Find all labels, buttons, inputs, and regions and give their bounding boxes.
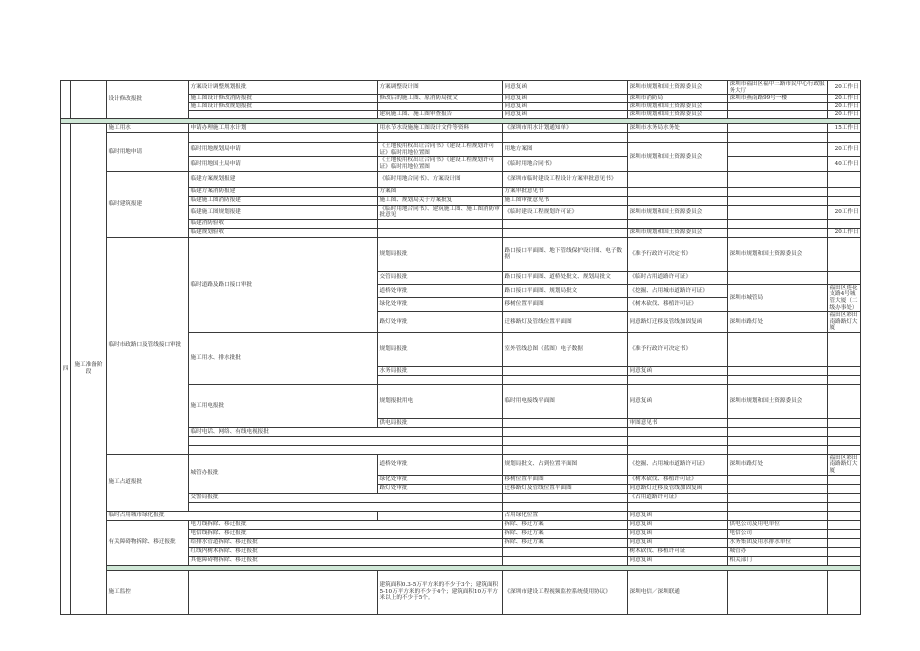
material-cell <box>378 219 503 228</box>
result-cell: 《深圳市建设工程视频监控系统使用协议》 <box>503 570 628 614</box>
material-cell <box>503 436 628 445</box>
result-cell: 《临时建设工程规划许可证》 <box>503 205 628 219</box>
dept-cell <box>728 445 828 454</box>
result-cell: 《占用道路许可证》 <box>628 493 728 502</box>
result-cell <box>503 228 628 237</box>
material-cell: 拆除、移迁方案 <box>503 538 628 547</box>
material-cell: 规划局批文、占到位置平面图 <box>503 454 628 475</box>
material-cell: 《临时用地合同书》、方案设计图 <box>378 171 503 187</box>
days-cell: 20工作日 <box>828 103 861 111</box>
result-cell <box>503 219 628 228</box>
place-cell: 福田区彩田南路路灯大厦 <box>828 312 861 333</box>
result-cell: 《挖掘、占用城市道路许可证》 <box>628 284 728 298</box>
place-cell <box>728 219 828 228</box>
category-label: 施工占道报批 <box>107 454 189 511</box>
dept-cell: 深圳市水务局水务处 <box>628 124 728 133</box>
place-cell <box>828 502 861 511</box>
place-cell: 福田区彩田南路路灯大厦 <box>828 454 861 475</box>
item-label: 临建施工图消防报建 <box>189 196 378 205</box>
place-cell <box>728 111 828 119</box>
item-label <box>189 502 503 511</box>
table-row <box>61 124 861 133</box>
table-row <box>61 81 861 95</box>
item-label <box>189 111 378 119</box>
material-cell: 《土地使用权出让合同书》《建设工程规划许可证》临时用地位置图 <box>378 143 503 157</box>
dept-cell <box>728 436 828 445</box>
place-cell <box>828 529 861 538</box>
dept-cell <box>628 196 728 205</box>
days-cell: 20工作日 <box>828 205 861 219</box>
days-cell: 20工作日 <box>828 95 861 103</box>
result-cell: 同意复函 <box>628 520 728 529</box>
material-cell: 拆除、移迁方案 <box>503 529 628 538</box>
result-cell: 《深圳市临时建设工程设计方案审批意见书》 <box>503 171 628 187</box>
dept-cell: 水务集团及用水排水单位 <box>728 538 828 547</box>
result-cell: 同意复函 <box>628 366 728 375</box>
result-cell: 用地方案图 <box>503 143 628 157</box>
place-cell <box>828 475 861 484</box>
dept-cell <box>628 219 728 228</box>
material-cell: 方案调整设计图 <box>378 81 503 95</box>
item-label: 红线内树木拆除、移迁报批 <box>189 547 503 556</box>
item-label <box>189 445 503 454</box>
table-row <box>61 520 861 529</box>
item-label: 交警局报批 <box>189 493 503 502</box>
result-cell: 同意复函 <box>628 384 728 418</box>
days-cell: 20工作日 <box>828 111 861 119</box>
result-cell: 同意复函 <box>503 103 628 111</box>
sub-item-label: 绿化处审批 <box>378 475 503 484</box>
item-label: 临时用地规划局申请 <box>189 143 378 157</box>
category-label: 有关障碍物拆除、移迁报批 <box>107 520 189 565</box>
material-cell: 《土地使用权出让合同书》《建设工程规划许可证》临时用地位置图 <box>378 157 503 171</box>
days-cell <box>828 171 861 187</box>
item-label <box>189 436 503 445</box>
dept-cell <box>728 427 828 436</box>
place-cell <box>828 332 861 366</box>
dept-cell: 深圳市规划和国土资源委员会 <box>628 81 728 95</box>
table-row <box>61 133 861 143</box>
place-cell <box>828 556 861 565</box>
place-cell <box>828 427 861 436</box>
material-cell <box>503 427 628 436</box>
material-cell <box>503 375 628 384</box>
table-row <box>61 454 861 475</box>
place-cell <box>828 484 861 493</box>
sub-item-label: 道桥处审批 <box>378 284 503 298</box>
dept-cell <box>728 418 828 427</box>
place-cell <box>828 445 861 454</box>
place-cell <box>728 143 828 157</box>
result-cell: 《树木砍伐、移植许可证》 <box>628 298 728 312</box>
material-cell <box>503 502 628 511</box>
sub-item-label: 路灯处审批 <box>378 312 503 333</box>
material-cell: 《临时用地合同书》、建筑施工图、施工图消防审批意见 <box>378 205 503 219</box>
days-cell: 20工作日 <box>828 228 861 237</box>
stage-name: 施工准备阶段 <box>71 124 107 614</box>
dept-cell: 深圳市规划和国土资源委员会 <box>628 143 728 171</box>
material-cell: 移树位置平面图 <box>503 298 628 312</box>
material-cell: 移树位置平面图 <box>503 475 628 484</box>
material-cell: 用水节水设施施工图设计文件等资料 <box>378 124 503 133</box>
result-cell: 《准予行政许可决定书》 <box>628 332 728 366</box>
material-cell: 方案图 <box>378 187 503 196</box>
item-label: 方案设计调整规划报批 <box>189 81 378 95</box>
result-cell <box>628 445 728 454</box>
result-cell: 同意复函 <box>503 81 628 95</box>
material-cell <box>503 547 628 556</box>
dept-cell: 相关部门 <box>728 556 828 565</box>
item-label: 临建规划验收 <box>189 228 378 237</box>
result-cell: 《树木砍伐、移植许可证》 <box>628 475 728 484</box>
category-label: 临时占用城市绿化报批 <box>107 511 378 520</box>
dept-cell: 深圳市路灯处 <box>728 312 828 333</box>
place-cell: 深圳市福田区福中三路市民中心行政服务大厅 <box>728 81 828 95</box>
dept-cell <box>728 366 828 375</box>
result-cell: 同意复函 <box>628 529 728 538</box>
result-cell: 《挖掘、占用城市道路许可证》 <box>628 454 728 475</box>
material-cell <box>503 445 628 454</box>
material-cell <box>378 103 503 111</box>
place-cell <box>828 237 861 271</box>
dept-cell: 城管办 <box>728 547 828 556</box>
place-cell <box>828 493 861 502</box>
sub-item-label: 道桥处审批 <box>378 454 503 475</box>
place-cell <box>728 124 828 133</box>
material-cell: 迁移路灯及管线位置平面图 <box>503 312 628 333</box>
dept-cell <box>628 171 728 187</box>
item-label: 临时用地国土局申请 <box>189 157 378 171</box>
sub-item-label: 规划局报批 <box>378 237 503 271</box>
item-label: 临时电话、网络、有线电视报批 <box>189 427 503 436</box>
item-label: 电力线拆除、移迁报批 <box>189 520 503 529</box>
item-label <box>189 133 378 143</box>
place-cell <box>728 228 828 237</box>
dept-cell: 深圳市规划和国土资源委员会 <box>628 111 728 119</box>
material-cell: 占用绿化位置 <box>503 511 628 520</box>
item-label: 其他障碍物拆除、移迁报批 <box>189 556 503 565</box>
material-cell: 拆除、移迁方案 <box>503 520 628 529</box>
dept-cell <box>728 332 828 366</box>
sub-item-label: 交管局报批 <box>378 271 503 284</box>
result-cell: 《临时用地合同书》 <box>503 157 628 171</box>
place-cell <box>728 171 828 187</box>
result-cell: 《准予行政许可决定书》 <box>628 237 728 271</box>
sub-item-label: 规划局报批 <box>378 332 503 366</box>
place-cell <box>828 375 861 384</box>
dept-cell: 深圳市规划和国土资源委员会 <box>628 205 728 219</box>
dept-cell: 深圳市消防局 <box>628 95 728 103</box>
result-cell <box>628 427 728 436</box>
category-label: 临时用地申请 <box>107 133 189 171</box>
item-label <box>378 511 503 520</box>
place-cell <box>828 538 861 547</box>
place-cell <box>828 511 861 520</box>
sub-item-label: 供电局报批 <box>378 418 503 427</box>
category-label: 临时建筑报建 <box>107 171 189 237</box>
dept-cell: 深圳市规划和国土资源委员会 <box>628 103 728 111</box>
item-label: 给排水管道拆除、移迁报批 <box>189 538 503 547</box>
days-cell <box>828 196 861 205</box>
item-label: 申请办理施工用水计划 <box>189 124 378 133</box>
item-label: 临建消防验收 <box>189 219 378 228</box>
item-label: 施工用电报批 <box>189 384 378 427</box>
dept-cell: 深圳市路灯处 <box>728 454 828 475</box>
days-cell <box>828 133 861 143</box>
dept-cell <box>728 493 828 502</box>
result-cell: 同意复函 <box>503 95 628 103</box>
result-cell: 同意复函 <box>503 111 628 119</box>
result-cell: 施工图审批意见书 <box>503 196 628 205</box>
material-cell: 迁移路灯及管线位置平面图 <box>503 484 628 493</box>
stage-name-cell <box>71 81 107 119</box>
dept-cell: 供电公司及用电单位 <box>728 520 828 529</box>
sub-item-label: 水务局报批 <box>378 366 503 375</box>
days-cell <box>828 219 861 228</box>
sub-item-label: 规划报批用电 <box>378 384 503 418</box>
item-label: 临建方案规划报建 <box>189 171 378 187</box>
days-cell: 20工作日 <box>828 81 861 95</box>
dept-cell: 深圳电信／深圳联通 <box>628 570 728 614</box>
dept-cell: 电信公司 <box>728 529 828 538</box>
days-cell <box>828 570 861 614</box>
sub-item-label: 绿化处审批 <box>378 298 503 312</box>
dept-cell <box>628 133 728 143</box>
place-cell <box>728 205 828 219</box>
approval-procedure-table <box>60 80 861 615</box>
result-cell: 同意复函 <box>628 511 728 520</box>
dept-cell: 深圳市规划和国土资源委员会 <box>628 228 728 237</box>
material-cell: 建筑施工图、施工图审查报告 <box>378 111 503 119</box>
place-cell <box>828 436 861 445</box>
place-cell: 深圳市燕南路99号一楼 <box>728 95 828 103</box>
result-cell <box>628 502 728 511</box>
place-cell <box>728 196 828 205</box>
place-cell <box>828 384 861 418</box>
place-cell <box>728 103 828 111</box>
result-cell: 同意复函 <box>628 538 728 547</box>
result-cell: 《临时占用道路许可证》 <box>628 271 728 284</box>
category-label: 施工监控 <box>107 570 189 614</box>
days-cell <box>828 187 861 196</box>
item-label: 临建方案消防报建 <box>189 187 378 196</box>
group-label: 临时道路及路口接口审批 <box>189 237 378 332</box>
material-cell: 路口接口平面图、道桥处批文、规划局批文 <box>503 271 628 284</box>
stage-cell <box>61 81 71 119</box>
place-cell <box>828 520 861 529</box>
dept-cell <box>728 271 828 284</box>
item-label: 电信线拆除、移迁报批 <box>189 529 503 538</box>
item-label: 临建施工图规划报建 <box>189 205 378 219</box>
place-cell <box>728 187 828 196</box>
material-cell <box>503 556 628 565</box>
place-cell <box>728 157 828 171</box>
table-row <box>61 237 861 271</box>
dept-cell <box>728 511 828 520</box>
place-cell <box>828 547 861 556</box>
result-cell: 方案审批意见书 <box>503 187 628 196</box>
material-cell: 室外管线总图（蓝图）电子数据 <box>503 332 628 366</box>
material-cell <box>378 133 503 143</box>
result-cell: 《深圳市用水计划通知单》 <box>503 124 628 133</box>
result-cell <box>503 133 628 143</box>
result-cell: 树木砍伐、移植许可证 <box>628 547 728 556</box>
place-cell <box>828 418 861 427</box>
material-cell: 路口接口平面图、地下管线保护设计图、电子数据 <box>503 237 628 271</box>
days-cell: 15工作日 <box>828 124 861 133</box>
dept-cell <box>628 187 728 196</box>
material-cell <box>503 493 628 502</box>
item-label: 施工图设计修改规划报批 <box>189 103 378 111</box>
result-cell: 同意复函 <box>628 556 728 565</box>
category-label: 临时市政路口及管线接口审批 <box>107 237 189 454</box>
dept-cell <box>728 475 828 484</box>
category-label: 施工用水 <box>107 124 189 133</box>
dept-cell: 深圳市规划和国土资源委员会 <box>728 237 828 271</box>
category-label: 设计修改报批 <box>107 81 189 119</box>
item-label: 施工用水、排水批批 <box>189 332 378 384</box>
days-cell: 40工作日 <box>828 157 861 171</box>
result-cell: 同意路灯迁移及管线加固复函 <box>628 312 728 333</box>
table-row <box>61 171 861 187</box>
result-cell <box>628 436 728 445</box>
place-cell <box>828 271 861 284</box>
material-cell: 临时用电接线平面图 <box>503 384 628 418</box>
table-row <box>61 511 861 520</box>
result-cell <box>628 375 728 384</box>
table-row <box>61 570 861 614</box>
days-cell: 20工作日 <box>828 143 861 157</box>
sub-item-label <box>378 375 503 384</box>
material-cell: 施工图、规划局关于方案批复 <box>378 196 503 205</box>
stage-number: 四 <box>61 124 71 614</box>
sub-item-label: 路灯处审批 <box>378 484 503 493</box>
dept-cell: 深圳市规划和国土资源委员会 <box>728 384 828 418</box>
dept-cell <box>728 502 828 511</box>
place-cell <box>728 570 828 614</box>
group-label: 城管办报批 <box>189 454 378 493</box>
result-cell: 同意路灯迁移及管线加固复函 <box>628 484 728 493</box>
dept-cell <box>728 484 828 493</box>
material-cell <box>378 228 503 237</box>
place-cell <box>828 366 861 375</box>
material-cell: 建筑面积0.3-5万平方米的不少于3个；建筑面积5-10万平方米的不少于4个；建筑面积10万平方米以上的不少于5个。 <box>378 570 503 614</box>
place-cell: 福田区莲花支路4号城管大厦（二级办事处） <box>828 284 861 311</box>
place-cell <box>728 133 828 143</box>
material-cell <box>503 418 628 427</box>
result-cell: 审图意见书 <box>628 418 728 427</box>
item-label: 施工图设计修改消防报批 <box>189 95 378 103</box>
dept-cell: 深圳市城管局 <box>728 284 828 311</box>
dept-cell <box>728 375 828 384</box>
material-cell <box>503 366 628 375</box>
material-cell: 路口接口平面图、规划局批文 <box>503 284 628 298</box>
material-cell: 修改后的施工图、原消防局批文 <box>378 95 503 103</box>
item-label <box>189 570 378 614</box>
